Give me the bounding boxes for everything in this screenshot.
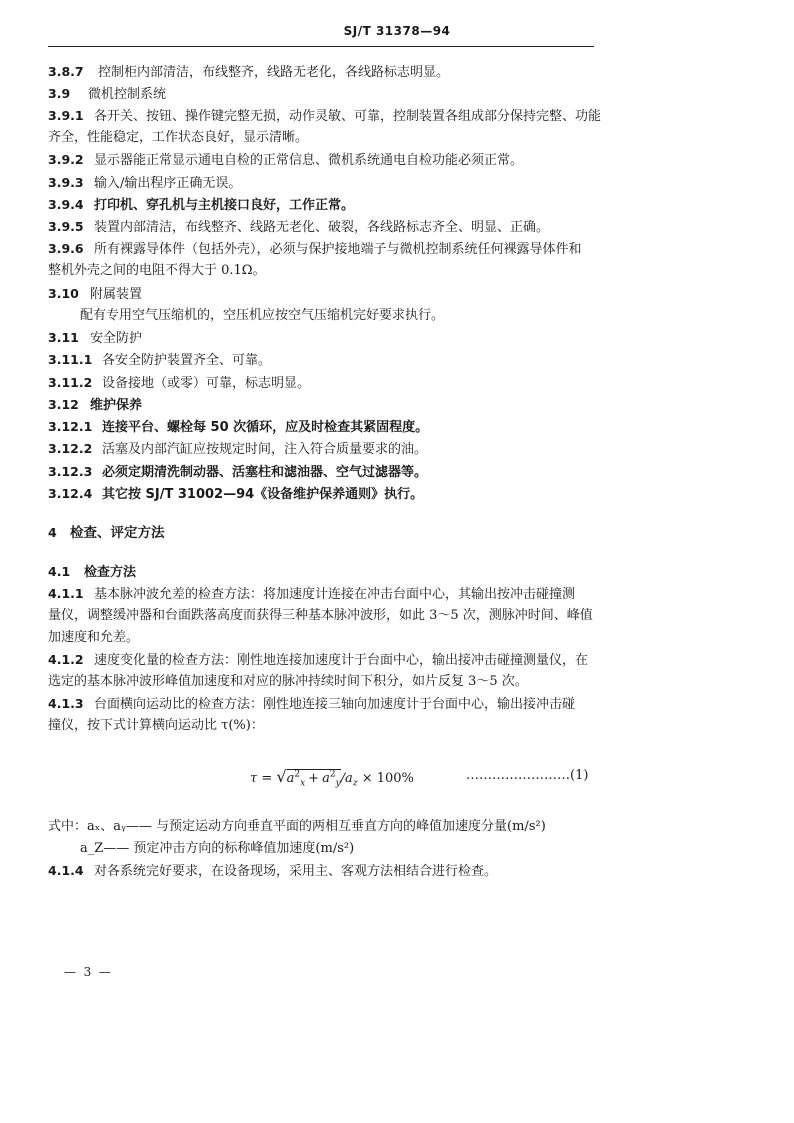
formula-transverse-motion-ratio: $\tau = √a^2_x + a^2_y/a_z \times 100\%$ <box>250 767 414 789</box>
clause-4-1-2-cont: 选定的基本脉冲波形峰值加速度和对应的脉冲持续时间下积分，如片反复 3～5 次。 <box>48 674 528 689</box>
clause-3-12-4: 3.12.4 其它按 SJ/T 31002—94《设备维护保养通则》执行。 <box>48 486 424 502</box>
clause-3-9-6: 3.9.6 所有裸露导体件（包括外壳），必须与保护接地端子与微机控制系统任何裸露导体件和 <box>48 241 582 257</box>
clause-4-1-3: 4.1.3 台面横向运动比的检查方法：刚性地连接三轴向加速度计于台面中心，输出接冲击碰 <box>48 696 576 712</box>
chapter-4-heading: 4 检查、评定方法 <box>48 525 165 541</box>
page-number: — 3 — <box>64 965 111 979</box>
section-3-9: 3.9 微机控制系统 <box>48 86 167 102</box>
section-3-12: 3.12 维护保养 <box>48 397 143 413</box>
clause-3-9-3: 3.9.3 输入/输出程序正确无误。 <box>48 175 242 191</box>
radicand: $a^2_x + a^2_y$ <box>286 769 341 789</box>
clause-4-1-2: 4.1.2 速度变化量的检查方法：刚性地连接加速度计于台面中心，输出接冲击碰撞测量仪，在 <box>48 652 589 668</box>
clause-3-12-3: 3.12.3 必须定期清洗制动器、活塞柱和滤油器、空气过滤器等。 <box>48 464 428 480</box>
clause-3-9-6-cont: 整机外壳之间的电阻不得大于 0.1Ω。 <box>48 263 266 278</box>
formula-legend-ax-ay: 式中：aₓ、aᵧ—— 与预定运动方向垂直平面的两相互垂直方向的峰值加速度分量(m/s²) <box>48 819 546 834</box>
clause-3-9-5: 3.9.5 装置内部清洁，布线整齐、线路无老化、破裂，各线路标志齐全、明显、正确。 <box>48 219 550 235</box>
sqrt-symbol: √ <box>276 767 287 786</box>
standard-number-header: SJ/T 31378—94 <box>343 24 451 38</box>
clause-3-12-1: 3.12.1 连接平台、螺栓每 50 次循环，应及时检查其紧固程度。 <box>48 419 429 435</box>
clause-3-11-2: 3.11.2 设备接地（或零）可靠，标志明显。 <box>48 375 311 391</box>
clause-3-8-7: 3.8.7 控制柜内部清洁，布线整齐，线路无老化，各线路标志明显。 <box>48 64 450 80</box>
clause-3-9-4: 3.9.4 打印机、穿孔机与主机接口良好，工作正常。 <box>48 197 355 213</box>
section-3-11: 3.11 安全防护 <box>48 330 143 346</box>
clause-3-9-1: 3.9.1 各开关、按钮、操作键完整无损，动作灵敏、可靠，控制装置各组成部分保持完整、功能 <box>48 108 602 124</box>
clause-3-9-1-cont: 齐全，性能稳定，工作状态良好，显示清晰。 <box>48 130 309 145</box>
clause-4-1-4: 4.1.4 对各系统完好要求，在设备现场，采用主、客观方法相结合进行检查。 <box>48 863 498 879</box>
clause-3-11-1: 3.11.1 各安全防护装置齐全、可靠。 <box>48 352 272 368</box>
section-3-10: 3.10 附属装置 <box>48 286 143 302</box>
clause-4-1-1: 4.1.1 基本脉冲波允差的检查方法：将加速度计连接在冲击台面中心，其输出按冲击碰撞测 <box>48 586 576 602</box>
equation-number: ……………………(1) <box>466 768 589 783</box>
section-4-1: 4.1 检查方法 <box>48 564 137 580</box>
clause-4-1-1-cont-1: 量仪，调整缓冲器和台面跌落高度而获得三种基本脉冲波形，如此 3～5 次，测脉冲时间、峰值 <box>48 608 593 623</box>
clause-4-1-1-cont-2: 加速度和允差。 <box>48 630 140 645</box>
header-rule <box>48 46 594 47</box>
clause-4-1-3-cont: 撞仪，按下式计算横向运动比 τ(%)： <box>48 718 264 733</box>
formula-legend-az: a_Z—— 预定冲击方向的标称峰值加速度(m/s²) <box>80 841 355 856</box>
clause-3-12-2: 3.12.2 活塞及内部汽缸应按规定时间，注入符合质量要求的油。 <box>48 441 428 457</box>
clause-3-9-2: 3.9.2 显示器能正常显示通电自检的正常信息、微机系统通电自检功能必须正常。 <box>48 152 524 168</box>
section-3-10-text: 配有专用空气压缩机的，空压机应按空气压缩机完好要求执行。 <box>80 308 445 323</box>
